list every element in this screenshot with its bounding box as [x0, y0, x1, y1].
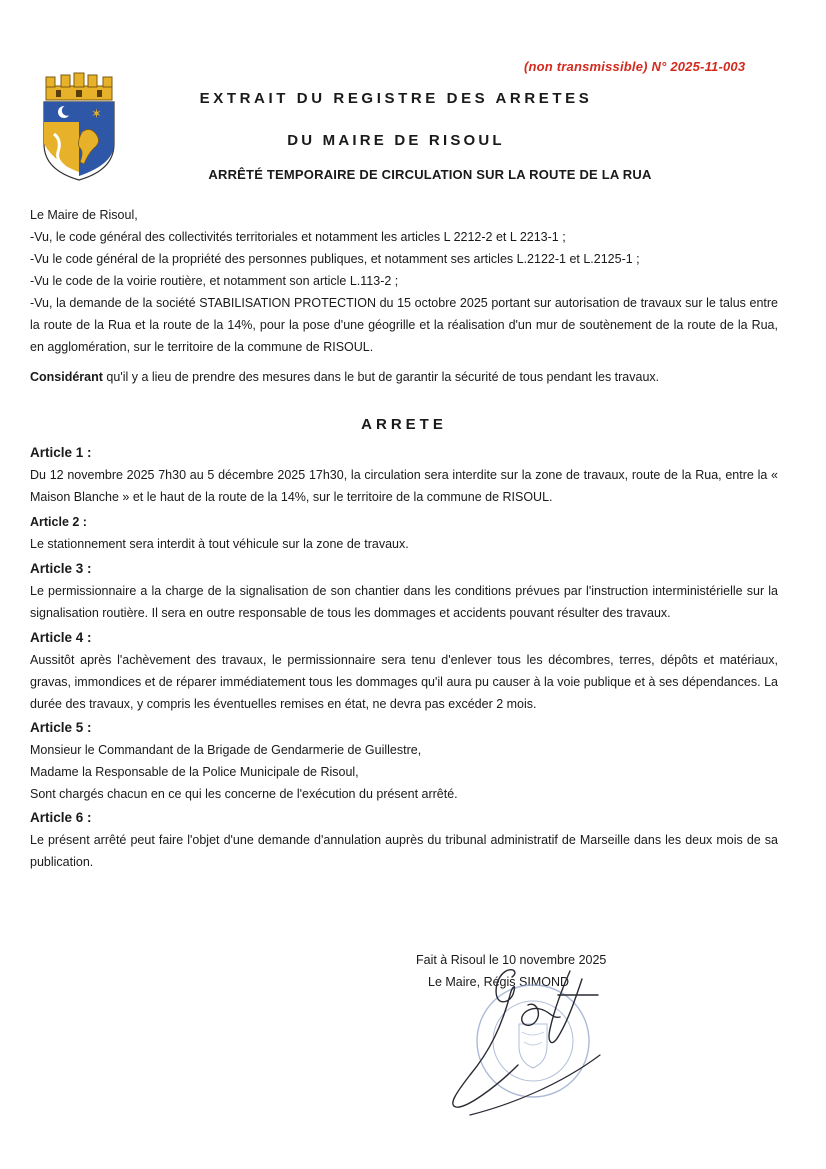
mayor-signature-icon: [450, 965, 620, 1130]
article-2-text: Le stationnement sera interdit à tout véhicule sur la zone de travaux.: [30, 537, 409, 551]
article-6-text: Le présent arrêté peut faire l'objet d'une demande d'annulation auprès du tribunal administratif de Marseille dans les deux mois de sa publication.: [30, 833, 778, 869]
reference-number: (non transmissible) N° 2025-11-003: [524, 59, 746, 74]
svg-text:✶: ✶: [91, 107, 102, 122]
document-body: [30, 204, 778, 873]
decree-subject: ARRÊTÉ TEMPORAIRE DE CIRCULATION SUR LA ROUTE DE LA RUA: [208, 167, 652, 182]
arrete-title: ARRETE: [361, 416, 447, 433]
considerant-text: qu'il y a lieu de prendre des mesures dans le but de garantir la sécurité de tous pendant les travaux.: [102, 370, 660, 384]
article-4-text: Aussitôt après l'achèvement des travaux, le permissionnaire sera tenu d'enlever tous les décombres, terres, dépôts et matériaux, gravas, immondices et de réparer immédiatement tous les dommages qu'il aura pu causer à la voie publique et à ses dépendances. La durée des travaux, y compris les éventuelles remises en état, ne devra pas excéder 2 mois.: [30, 653, 778, 711]
preamble-vu-4: -Vu, la demande de la société STABILISATION PROTECTION du 15 octobre 2025 portant sur autorisation de travaux sur le talus entre la route de la Rua et la route de la 14%, pour la pose d'une géogrille et la réalisation d'un mur de soutènement de la route de la Rua, en agglomération, sur le territoire de la commune de RISOUL.: [30, 296, 778, 354]
article-3-title: Article 3 :: [30, 561, 92, 576]
preamble-considerant: [30, 366, 778, 388]
article-1-title: Article 1 :: [30, 445, 92, 460]
considerant-label: Considérant: [30, 370, 103, 384]
preamble-vu-2: -Vu le code général de la propriété des personnes publiques, et notamment ses articles L.2122-1 et L.2125-1 ;: [30, 252, 640, 266]
signature-place-date: Fait à Risoul le 10 novembre 2025: [416, 953, 607, 967]
article-4-title: Article 4 :: [30, 630, 92, 645]
document-heading: EXTRAIT DU REGISTRE DES ARRETES: [199, 90, 593, 107]
article-6-title: Article 6 :: [30, 810, 92, 825]
article-5-title: Article 5 :: [30, 720, 92, 735]
article-3-text: Le permissionnaire a la charge de la signalisation de son chantier dans les conditions prévues par l'instruction interministérielle sur la signalisation routière. Il sera en outre responsable de tous les dommages et accidents pouvant résulter des travaux.: [30, 584, 778, 620]
article-5-line-1: Monsieur le Commandant de la Brigade de Gendarmerie de Guillestre,: [30, 743, 422, 757]
article-1-text: Du 12 novembre 2025 7h30 au 5 décembre 2025 17h30, la circulation sera interdite sur la zone de travaux, route de la Rua, entre la « Maison Blanche » et le haut de la route de la 14%, sur le territoire de la commune de RISOUL.: [30, 468, 778, 504]
article-5-line-2: Madame la Responsable de la Police Municipale de Risoul,: [30, 765, 359, 779]
signatory-name: Le Maire, Régis SIMOND: [428, 975, 570, 989]
article-5-line-3: Sont chargés chacun en ce qui les concerne de l'exécution du présent arrêté.: [30, 787, 458, 801]
document-subheading: DU MAIRE DE RISOUL: [287, 132, 505, 149]
municipal-crest-icon: [34, 72, 124, 182]
preamble-vu-1: -Vu, le code général des collectivités territoriales et notamment les articles L 2212-2 et L 2213-1 ;: [30, 230, 566, 244]
preamble-vu-3: -Vu le code de la voirie routière, et notamment son article L.113-2 ;: [30, 274, 399, 288]
article-2-title: Article 2 :: [30, 515, 87, 529]
preamble-opening: Le Maire de Risoul,: [30, 208, 138, 222]
